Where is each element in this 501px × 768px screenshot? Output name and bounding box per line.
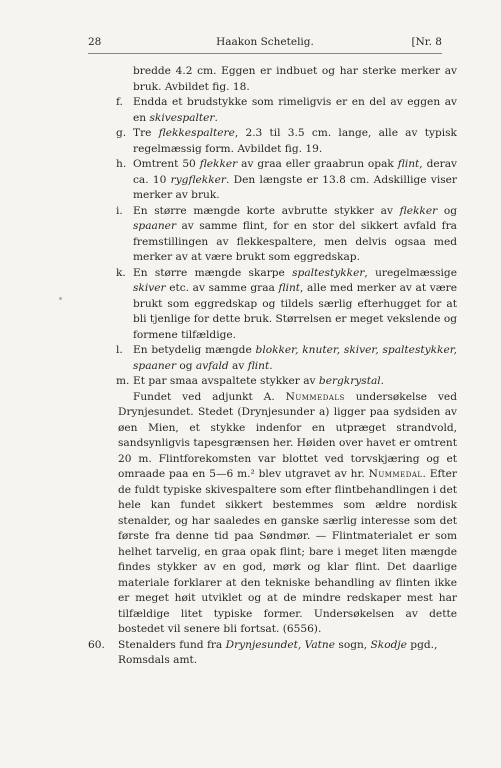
text-run: Stenalders fund fra [118,638,226,651]
item-letter: g. [116,127,127,139]
item-letter: h. [116,158,127,170]
text-run: etc. av samme graa [165,282,279,294]
running-title: Haakon Schetelig. [216,36,314,48]
text-run: En større mængde skarpe [133,266,293,279]
text-run: av graa eller graabrun opak [237,158,398,170]
italic-term: flint [397,158,420,170]
item-letter: k. [116,266,126,279]
entry-number: 60. [88,638,105,651]
running-header [88,36,442,54]
text-run: sogn, [335,638,371,651]
text-run: bredde 4.2 cm. Eggen er indbuet og har sterke merker av bruk. Avbildet fig. 18. [133,65,457,93]
italic-term: flekker [399,204,438,217]
italic-term: blokker, knuter, skiver, spaltestykker, spaaner [133,344,457,372]
find-list [0,64,501,390]
page-body [0,64,501,669]
find-item [116,374,457,390]
catalogue-entry [88,638,457,669]
text-run: av samme flint, for en stor del sikkert avfald fra fremstillingen av flekkespaltere, men delvis ogsaa med merker av at være brukt som eggredskap. [133,220,457,263]
italic-term: Skodje [370,638,407,651]
small-caps-name: Nummedals [285,390,345,403]
italic-term: flint [247,359,270,372]
find-item [116,157,457,204]
body-paragraph [118,390,457,638]
text-run: En betydelig mængde [133,344,256,356]
item-letter: f. [116,96,123,108]
text-run: av [228,359,248,372]
text-run: . [269,359,273,372]
text-run: Endda et brudstykke som rimeligvis er en del av eggen av en [133,96,457,124]
find-item [116,204,457,266]
text-run: , alle med merker av at være brukt som eggredskap og tildels særlig efterhugget for at bli tjenlige for dette bruk. Størrelsen er meget vekslende og formene tilfældige. [133,282,458,341]
text-run: Fundet ved adjunkt A. [133,390,286,403]
italic-term: spaltestykker [292,266,365,279]
italic-term: Drynjesundet, Vatne [225,638,336,651]
text-run: og [176,359,196,372]
text-run: undersøkelse ved Drynjesundet. Stedet (Drynjesunder a) ligger paa sydsiden av øen Mien, et stykke indenfor en utpræget strandvold, sandsynligvis tapesgrænsen her. Høiden over havet er omtrent 20 m. Flintforekomsten var blottet ved torvskjæring og et omraade paa en 5—6 m.² blev utgravet av hr. [118,390,457,480]
find-item [116,95,457,126]
text-run: , uregelmæssige [364,266,457,279]
italic-term: flint [278,282,301,294]
italic-term: flekkespaltere [158,127,235,139]
find-item [116,126,457,157]
small-caps-name: Nummedal [368,468,423,480]
italic-term: bergkrystal [318,375,381,387]
text-run: og [437,204,457,217]
italic-term: flekker [199,158,238,170]
text-run: En større mængde korte avbrutte stykker av [133,204,400,217]
paper-spot [59,297,62,300]
entry-text [118,638,457,669]
text-run: Tre [133,127,159,139]
number-reference: [Nr. 8 [411,36,442,48]
page-number: 28 [88,36,102,48]
text-run: . Den længste er 13.8 cm. Adskillige viser merker av bruk. [133,173,457,201]
text-run: Omtrent 50 [133,158,200,170]
italic-term: rygflekker [170,173,226,186]
text-run: . Efter de fuldt typiske skivespaltere som efter flintbehandlingen i det hele kan fundet sikkert bestemmes som ældre nordisk stenalder, og har saaledes en ganske særlig interesse som det første fra denne tid paa Søndmør. — Flintmaterialet er som helhet tarvelig, en graa opak flint; bare i meget liten mængde findes stykker av en god, mørk og klar flint. Det daarlige materiale forklarer at den tekniske behandling av flinten ikke er meget høit utviklet og at de mindre redskaper mest har tilfældige litet typiske former. Undersøkelsen av dette bostedet vil senere bli fortsat. (6556). [118,468,457,635]
text-run: . [214,111,218,124]
item-letter: m. [116,375,130,387]
text-run: pgd., Romsdals amt. [118,638,438,666]
italic-term: spaaner [133,220,177,232]
item-letter: l. [116,344,123,356]
item-letter: i. [116,204,123,217]
find-item [116,343,457,374]
italic-term: skivespalter [149,111,215,124]
find-item [116,266,458,344]
find-item [133,64,457,95]
italic-term: skiver [133,282,166,294]
header-rule [88,53,442,54]
italic-term: avfald [195,359,229,372]
text-run: Et par smaa avspaltete stykker av [133,375,319,387]
text-run: . [380,375,385,387]
text-run: , 2.3 til 3.5 cm. lange, alle av typisk regelmæssig form. Avbildet fig. 19. [133,127,457,155]
text-run: , derav ca. 10 [133,158,457,186]
